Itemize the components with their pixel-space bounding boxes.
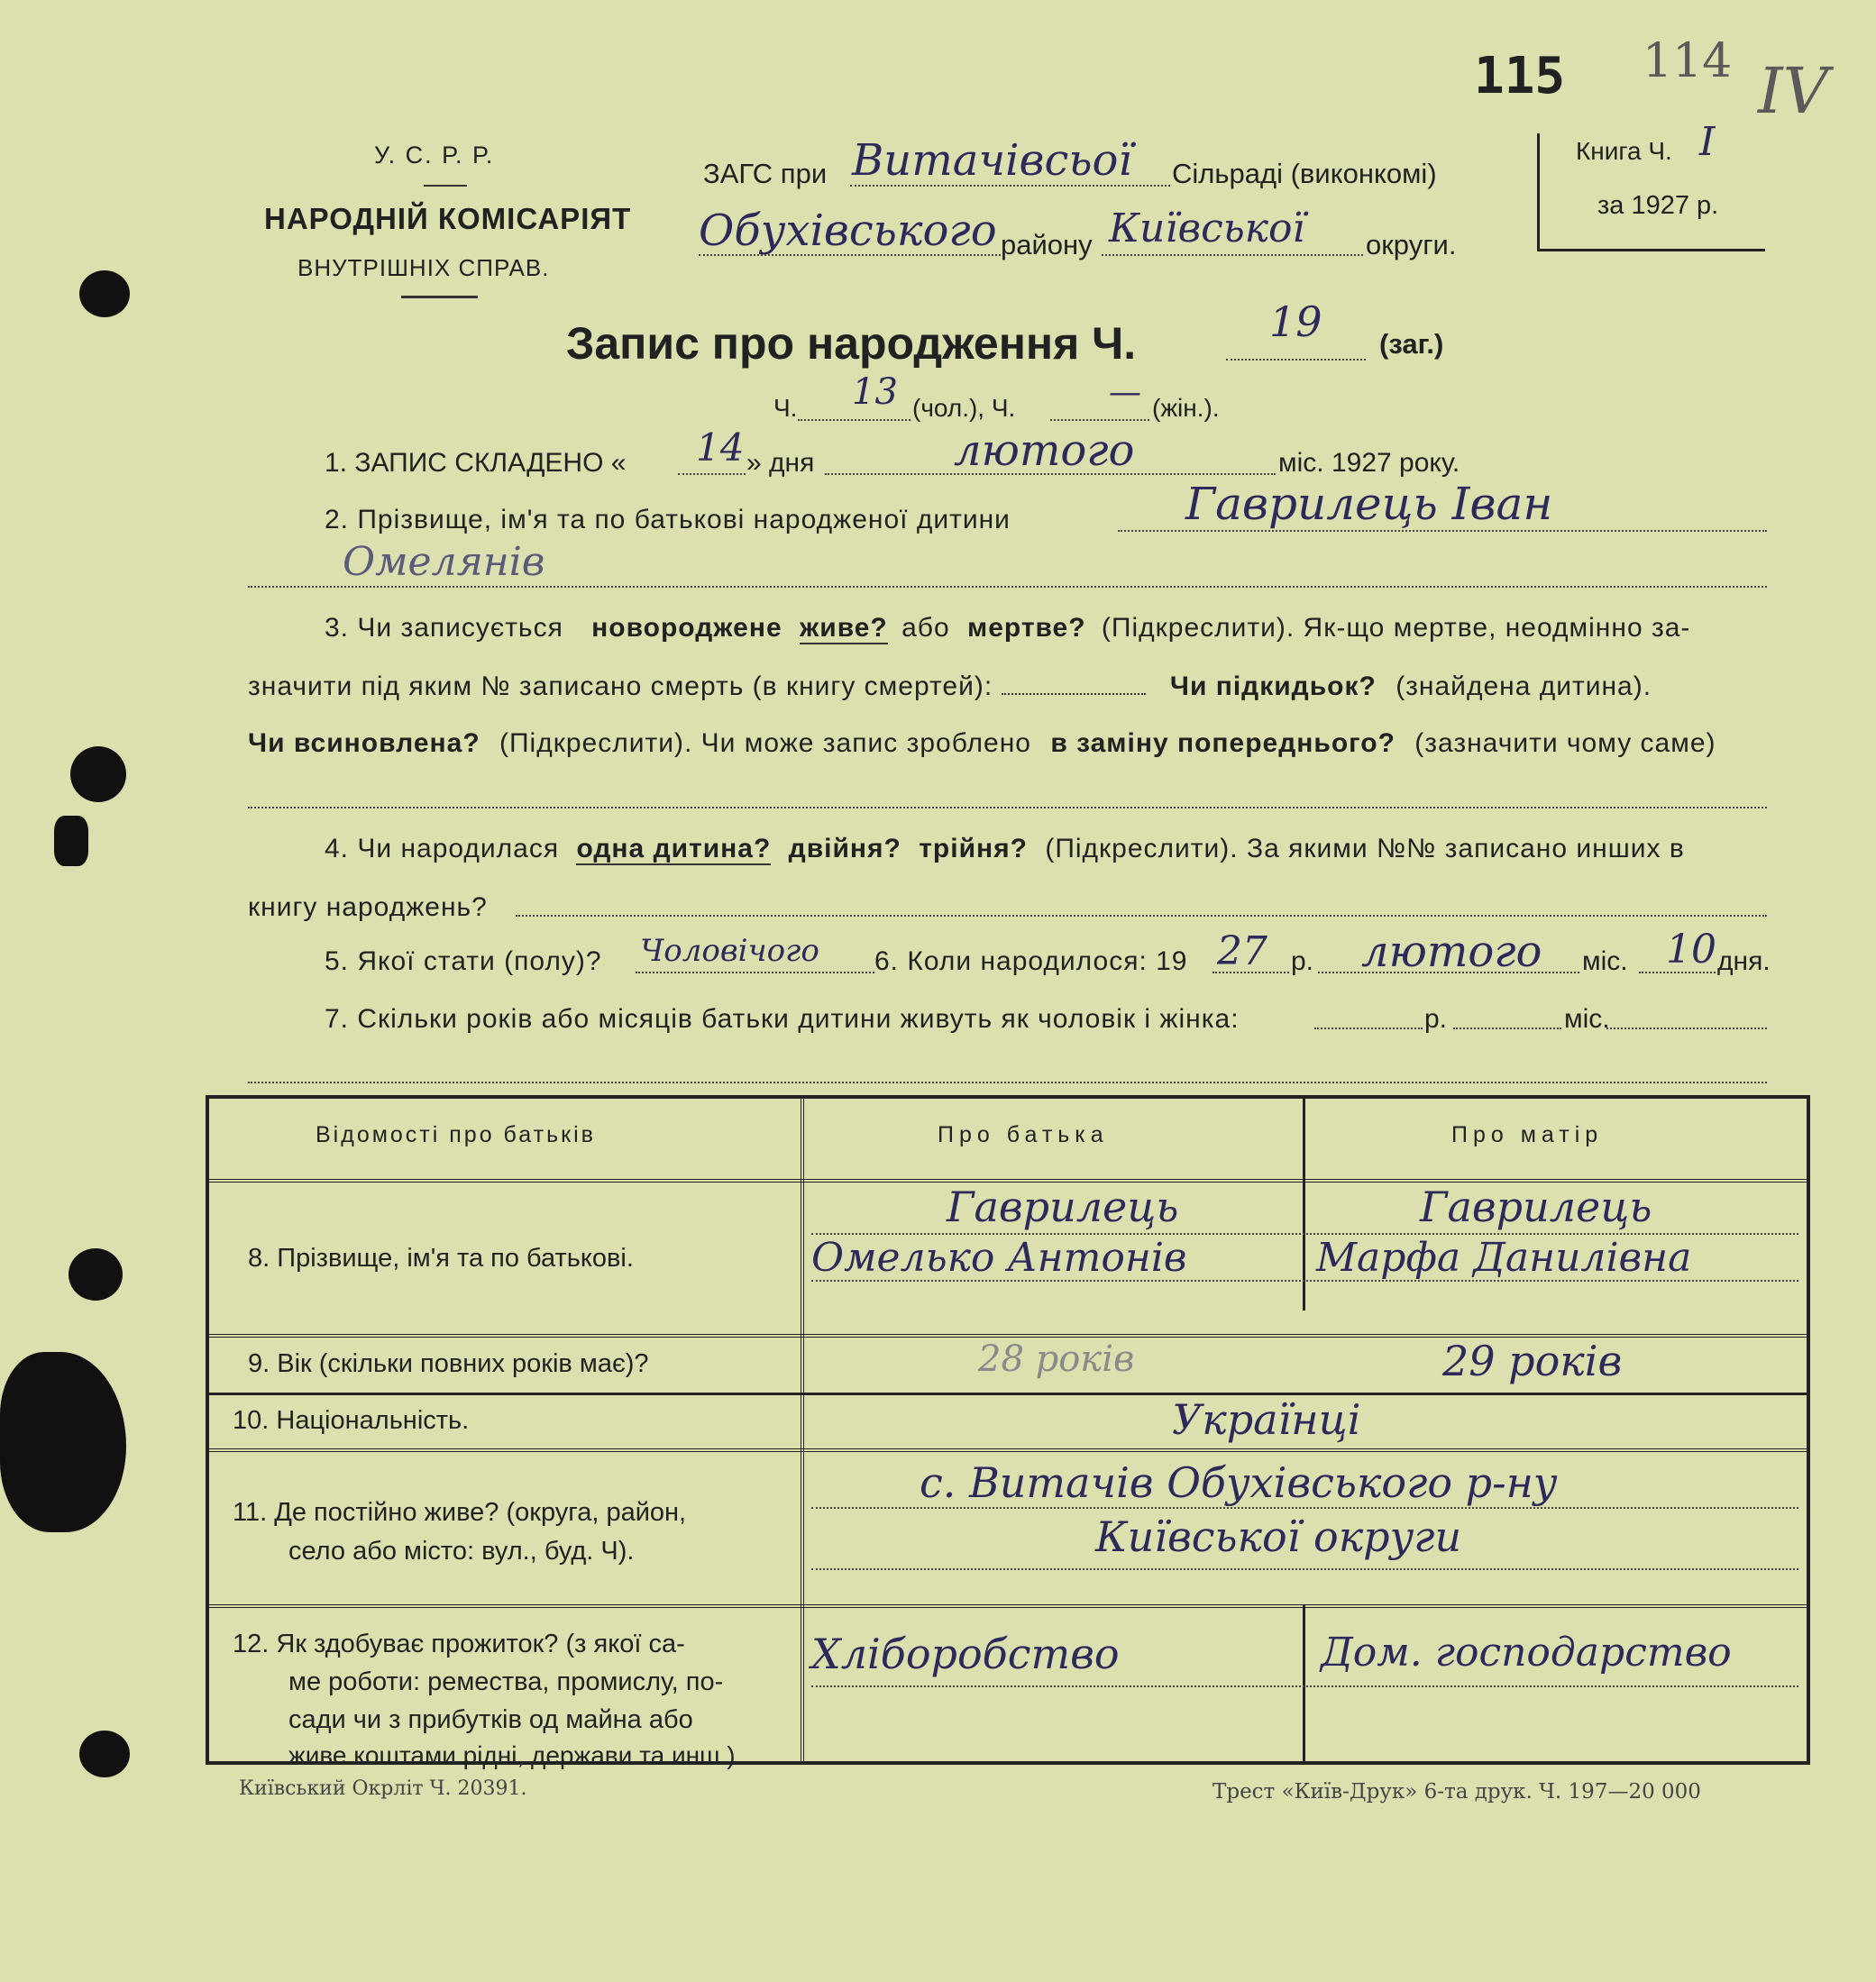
- book-label: Книга Ч.: [1576, 137, 1672, 165]
- table-col-divider: [1303, 1604, 1305, 1763]
- death-record-number-field: [1002, 693, 1146, 695]
- selradi-label: Сільраді (виконкомі): [1172, 158, 1437, 189]
- table-row-divider: [207, 1393, 1808, 1395]
- item3-option-alive: живе?: [799, 613, 888, 643]
- item3-option-newborn: новороджене: [591, 613, 782, 643]
- okruha-handwritten: Київської: [1109, 206, 1305, 251]
- item3-replacement-question: в заміну попереднього?: [1050, 728, 1396, 758]
- row10-label: 10. Національність.: [233, 1406, 470, 1435]
- male-number-handwritten: 13: [852, 371, 898, 413]
- table-col-divider: [801, 1097, 804, 1763]
- binder-hole: [0, 1352, 126, 1532]
- row11-label-line2: село або місто: вул., буд. Ч).: [288, 1537, 635, 1566]
- blank-line: [1314, 1028, 1423, 1029]
- blank-line: [1318, 972, 1579, 973]
- male-label: (чол.), Ч.: [912, 394, 1016, 422]
- female-number-handwritten: —: [1109, 374, 1141, 411]
- item4-option-triplets: трійня?: [919, 834, 1028, 863]
- village-council-handwritten: Витачівсьої: [852, 135, 1132, 186]
- item3-adopted-question: Чи всиновлена?: [248, 728, 480, 758]
- blank-line: [516, 915, 1767, 917]
- item4-text: (Підкреслити). За якими №№ записано инших в: [1045, 834, 1685, 863]
- item3-text: значити під яким № записано смерть (в книгу смертей):: [248, 671, 993, 701]
- father-occupation-handwritten: Хліборобство: [811, 1630, 1120, 1678]
- blank-line: [1118, 530, 1767, 532]
- mother-name-handwritten: Марфа Данилівна: [1316, 1235, 1692, 1281]
- record-title: Запис про народження Ч.: [566, 318, 1137, 369]
- residence-okruha-handwritten: Київської округи: [1095, 1512, 1462, 1561]
- item3-text: (Підкреслити). Як-що мертве, неодмінно за-: [1101, 613, 1691, 643]
- binder-hole: [79, 1731, 130, 1777]
- item7-mis: міс.: [1564, 1004, 1610, 1034]
- binder-hole: [69, 1248, 123, 1301]
- item6-label: 6. Коли народилося: 19: [874, 946, 1188, 976]
- child-patronymic-handwritten: Омелянів: [343, 539, 545, 585]
- ministry-title: ВНУТРІШНІХ СПРАВ.: [297, 254, 550, 281]
- item3-foundling-question: Чи підкидьок?: [1169, 671, 1377, 701]
- blank-line: [699, 254, 1001, 256]
- ussr-label: У. С. Р. Р.: [374, 142, 495, 169]
- mother-surname-handwritten: Гаврилець: [1420, 1183, 1652, 1231]
- binder-hole: [79, 270, 130, 317]
- table-header-father: Про батька: [938, 1122, 1109, 1147]
- item6-r: р.: [1291, 946, 1314, 976]
- row12-label-line4: живе коштами рідні, держави та инш.): [288, 1741, 736, 1769]
- birth-year-handwritten: 27: [1217, 928, 1267, 974]
- father-name-handwritten: Омелько Антонів: [811, 1235, 1187, 1281]
- item6-mis: міс.: [1582, 946, 1628, 976]
- row9-label: 9. Вік (скільки повних років має)?: [248, 1349, 649, 1378]
- item4-text: 4. Чи народилася: [325, 834, 560, 863]
- row8-label: 8. Прізвище, ім'я та по батькові.: [248, 1244, 634, 1273]
- residence-handwritten: с. Витачів Обухівського р-ну: [920, 1458, 1558, 1507]
- item3-line1: [325, 613, 1690, 644]
- table-header-mother: Про матір: [1451, 1122, 1604, 1147]
- child-name-handwritten: Гаврилець Іван: [1185, 478, 1553, 530]
- table-row-divider: [207, 1448, 1808, 1452]
- record-number-handwritten: 19: [1269, 297, 1322, 346]
- item3-text: 3. Чи записується: [325, 613, 563, 643]
- blank-line: [1453, 1028, 1561, 1029]
- row12-label-line3: сади чи з прибутків од майна або: [288, 1705, 693, 1734]
- blank-line: [1606, 1028, 1767, 1029]
- blank-line: [678, 473, 746, 475]
- female-label: (жін.).: [1152, 394, 1220, 422]
- blank-line: [825, 473, 1276, 475]
- rayonu-label: району: [1001, 229, 1093, 260]
- item3-text: (знайдена дитина).: [1396, 671, 1652, 701]
- header-rule: [401, 296, 478, 298]
- pencil-number: 114: [1643, 34, 1733, 88]
- book-number-handwritten: I: [1699, 119, 1716, 165]
- item1-label: 1. ЗАПИС СКЛАДЕНО «: [325, 448, 627, 478]
- row12-label-line1: 12. Як здобуває прожиток? (з якої са-: [233, 1630, 685, 1658]
- table-row-divider: [207, 1604, 1808, 1608]
- birth-month-handwritten: лютого: [1361, 927, 1542, 977]
- item3-text: (Підкреслити). Чи може запис зроблено: [499, 728, 1031, 758]
- blank-line: [248, 1082, 1767, 1083]
- cell-line: [811, 1685, 1798, 1687]
- male-number-label: Ч.: [773, 394, 798, 422]
- commissariat-title: НАРОДНІЙ КОМІСАРІЯТ: [264, 202, 632, 235]
- item1-day-label: » дня: [746, 448, 815, 478]
- item3-line3: [248, 728, 1716, 759]
- binder-hole: [70, 746, 126, 802]
- item7-r: р.: [1424, 1004, 1448, 1034]
- blank-line: [1102, 254, 1363, 256]
- blank-line: [850, 185, 1170, 187]
- birth-day-handwritten: 10: [1666, 927, 1716, 973]
- item3-option-dead: мертве?: [967, 613, 1086, 643]
- item3-text: або: [901, 613, 950, 643]
- row11-label-line1: 11. Де постійно живе? (округа, район,: [233, 1498, 687, 1527]
- title-suffix: (заг.): [1379, 328, 1444, 360]
- cell-line: [811, 1507, 1798, 1509]
- mother-age-handwritten: 29 років: [1442, 1337, 1623, 1385]
- footer-printer-left: Київський Окрліт Ч. 20391.: [239, 1777, 527, 1800]
- item1-end: міс. 1927 року.: [1278, 448, 1460, 478]
- item1-month-handwritten: лютого: [954, 425, 1135, 476]
- nationality-handwritten: Українці: [1172, 1395, 1361, 1444]
- mother-occupation-handwritten: Дом. господарство: [1321, 1630, 1732, 1676]
- blank-line: [1213, 972, 1289, 973]
- footer-printer-right: Трест «Київ-Друк» 6-та друк. Ч. 197—20 000: [1213, 1780, 1701, 1804]
- blank-line: [1226, 359, 1366, 361]
- binder-hole: [54, 816, 88, 866]
- item3-line2: [248, 671, 1652, 702]
- book-pencil-note: IV: [1758, 54, 1829, 128]
- item5-label: 5. Якої стати (полу)?: [325, 946, 602, 976]
- blank-line: [248, 586, 1767, 588]
- row12-label-line2: ме роботи: ремества, промислу, по-: [288, 1667, 724, 1696]
- item3-text: (зазначити чому саме): [1414, 728, 1716, 758]
- table-col-divider: [1303, 1097, 1305, 1311]
- okruhy-label: округи.: [1366, 229, 1457, 260]
- item7-label: 7. Скільки років або місяців батьки дитини живуть як чоловік і жінка:: [325, 1004, 1240, 1034]
- item4-line1: [325, 834, 1685, 864]
- blank-line: [1639, 972, 1716, 973]
- item4-option-single: одна дитина?: [576, 834, 772, 863]
- archive-stamp-number: 115: [1474, 47, 1566, 105]
- blank-line: [798, 419, 911, 421]
- rayon-handwritten: Обухівського: [699, 206, 997, 256]
- item6-dnya: дня.: [1717, 946, 1771, 976]
- blank-line: [636, 972, 874, 973]
- item1-day-handwritten: 14: [696, 425, 745, 470]
- book-year: за 1927 р.: [1597, 191, 1719, 220]
- header-rule: [424, 185, 467, 187]
- father-age-handwritten: 28 років: [978, 1338, 1135, 1380]
- blank-line: [248, 807, 1767, 808]
- table-header-info: Відомості про батьків: [316, 1122, 596, 1147]
- item2-label: 2. Прізвище, ім'я та по батькові народженої дитини: [325, 505, 1011, 534]
- item4-option-twins: двійня?: [788, 834, 901, 863]
- item4-line2: книгу народжень?: [248, 892, 488, 922]
- zags-label: ЗАГС при: [703, 158, 828, 189]
- blank-line: [1050, 419, 1149, 421]
- cell-line: [811, 1568, 1798, 1570]
- child-sex-handwritten: Чоловічого: [640, 933, 819, 969]
- father-surname-handwritten: Гаврилець: [947, 1183, 1179, 1231]
